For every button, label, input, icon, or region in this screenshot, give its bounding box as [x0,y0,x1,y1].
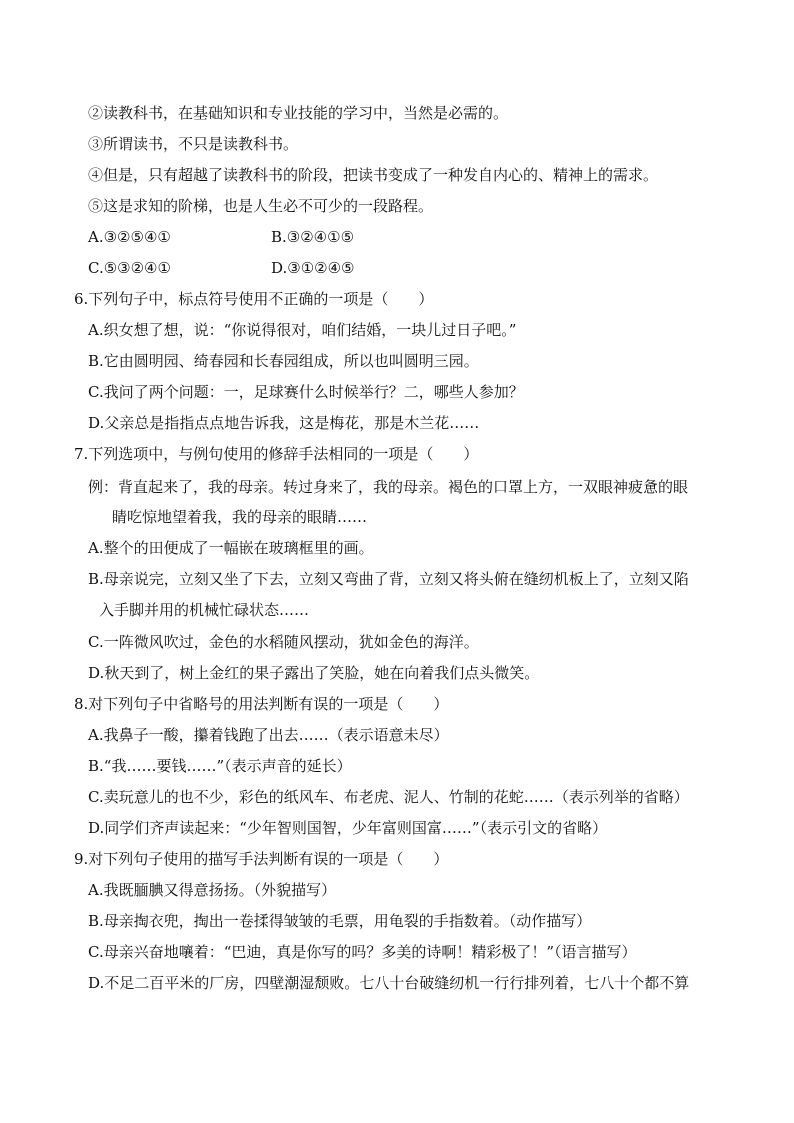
q5-option-b: B.③②④①⑤ [271,228,355,246]
q9-option-d: D.不足二百平米的厂房，四壁潮湿颓败。七八十台破缝纫机一行行排列着，七八十个都不算 [88,974,690,992]
q7-example: 例：背直起来了，我的母亲。转过身来了，我的母亲。褐色的口罩上方，一双眼神疲惫的眼 [88,478,689,496]
q8-option-d: D.同学们齐声读起来：“少年智则国智，少年富则国富……”（表示引文的省略） [88,819,608,837]
passage-sentence-3: ③所谓读书，不只是读教科书。 [88,135,299,153]
q5-option-c: C.⑤③②④① [88,259,171,277]
q8-option-c: C.卖玩意儿的也不少，彩色的纸风车、布老虎、泥人、竹制的花蛇……（表示列举的省略） [88,788,689,806]
q7-option-c: C.一阵微风吹过，金色的水稻随风摆动，犹如金色的海洋。 [88,633,479,651]
question-7: 7.下列选项中，与例句使用的修辞手法相同的一项是（ ） [74,445,479,463]
q6-option-b: B.它由圆明园、绮春园和长春园组成，所以也叫圆明三园。 [88,352,479,370]
q5-option-a: A.③②⑤④① [88,228,171,246]
q7-example-cont: 睛吃惊地望着我，我的母亲的眼睛…… [112,508,368,526]
passage-sentence-2: ②读教科书，在基础知识和专业技能的学习中，当然是必需的。 [88,104,509,122]
q8-option-b: B.“我……要钱……”（表示声音的延长） [88,757,352,775]
q7-option-a: A.整个的田便成了一幅嵌在玻璃框里的画。 [88,539,374,557]
q7-option-b-cont: 入手脚并用的机械忙碌状态…… [99,601,310,619]
q9-option-c: C.母亲兴奋地嚷着：“巴迪，真是你写的吗？多美的诗啊！精彩极了！”（语言描写） [88,943,637,961]
q8-option-a: A.我鼻子一酸，攥着钱跑了出去……（表示语意未尽） [88,726,449,744]
q9-option-b: B.母亲掏衣兜，掏出一卷揉得皱皱的毛票，用龟裂的手指数着。（动作描写） [88,912,592,930]
passage-sentence-5: ⑤这是求知的阶梯，也是人生必不可少的一段路程。 [88,197,434,215]
q7-option-b: B.母亲说完，立刻又坐了下去，立刻又弯曲了背，立刻又将头俯在缝纫机板上了，立刻又陷 [88,570,689,588]
q6-option-d: D.父亲总是指指点点地告诉我，这是梅花，那是木兰花…… [88,414,480,432]
question-6: 6.下列句子中，标点符号使用不正确的一项是（ ） [74,290,434,308]
passage-sentence-4: ④但是，只有超越了读教科书的阶段，把读书变成了一种发自内心的、精神上的需求。 [88,166,659,184]
question-8: 8.对下列句子中省略号的用法判断有误的一项是（ ） [74,695,449,713]
q6-option-c: C.我问了两个问题：一，足球赛什么时候举行？二，哪些人参加？ [88,383,524,401]
q6-option-a: A.织女想了想，说：“你说得很对，咱们结婚，一块儿过日子吧。” [88,321,517,339]
question-9: 9.对下列句子使用的描写手法判断有误的一项是（ ） [74,850,449,868]
q7-option-d: D.秋天到了，树上金红的果子露出了笑脸，她在向着我们点头微笑。 [88,664,540,682]
q5-option-d: D.③①②④⑤ [271,259,355,277]
q9-option-a: A.我既腼腆又得意扬扬。（外貌描写） [88,881,337,899]
